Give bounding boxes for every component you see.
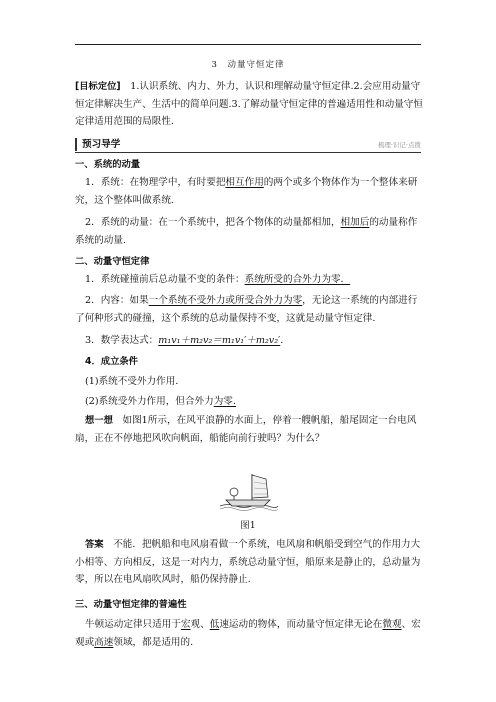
heading-conservation-law: 二、动量守恒定律 (75, 256, 150, 267)
sail (252, 475, 268, 498)
goals-paragraph (75, 78, 425, 131)
heading-system-momentum: 一、系统的动量 (75, 159, 141, 170)
paragraph-condition-2: (2)系统受外力作用，但合外力为零. (85, 396, 236, 407)
paragraph-conditions-heading: 4．成立条件 (85, 356, 138, 367)
water-line-2 (220, 508, 278, 511)
paragraph-condition: 1．系统碰撞前后总动量不变的条件：系统所受的合外力为零． (85, 274, 351, 285)
goals-text: 1.认识系统、内力、外力，认识和理解动量守恒定律.2.会应用动量守恒定律解决生产、生活中的简单问题.3.了解动量守恒定律的普遍适用性和动量守恒定律适用范围的局限性. (75, 81, 423, 127)
section-tagline: 梳理·识记·点拨 (377, 141, 421, 149)
boat-hull (226, 500, 270, 506)
section-header (75, 138, 421, 153)
sailboat-figure (218, 470, 278, 512)
answer-paragraph: 答案 不能．把帆船和电风扇看做一个系统，电风扇和帆船受到空气的作用力大小相等、方向相反，这是一对内力，系统总动量守恒，船原来是静止的，总动量为零，所以在电风扇吹风时，船仍保持静止. (75, 539, 421, 585)
section-label: 预习导学 (75, 138, 120, 151)
goals-label: [目标定位] (75, 81, 121, 92)
think-paragraph: 想一想 如图1所示，在风平浪静的水面上，停着一艘帆船，船尾固定一台电风扇，正在不停地把风吹向帆面，船能向前行驶吗？为什么？ (75, 415, 417, 444)
paragraph-formula: 3．数学表达式：m₁v₁＋m₂v₂＝m₁v₁′＋m₂v₂′. (85, 335, 284, 346)
fan-icon (230, 488, 238, 496)
paragraph-system-momentum: 2．系统的动量：在一个系统中，把各个物体的动量都相加，相加后的动量称作系统的动量. (75, 217, 418, 246)
paragraph-condition-1: (1)系统不受外力作用． (85, 376, 185, 387)
paragraph-universality: 牛顿运动定律只适用于宏观、低速运动的物体，而动量守恒定律无论在微观、宏观或高速领域，都是适用的. (75, 619, 421, 648)
paragraph-system: 1．系统：在物理学中，有时要把相互作用的两个或多个物体作为一个整体来研究，这个整体叫做系统. (75, 177, 418, 206)
figure-caption: 图1 (240, 520, 256, 531)
paragraph-content: 2．内容：如果一个系统不受外力或所受合外力为零，无论这一系统的内部进行了何种形式的碰撞，这个系统的总动量保持不变，这就是动量守恒定律. (75, 295, 418, 324)
header-rule (75, 44, 421, 45)
heading-universality: 三、动量守恒定律的普遍性 (75, 599, 187, 610)
page-title: 3 动量守恒定律 (211, 60, 285, 70)
